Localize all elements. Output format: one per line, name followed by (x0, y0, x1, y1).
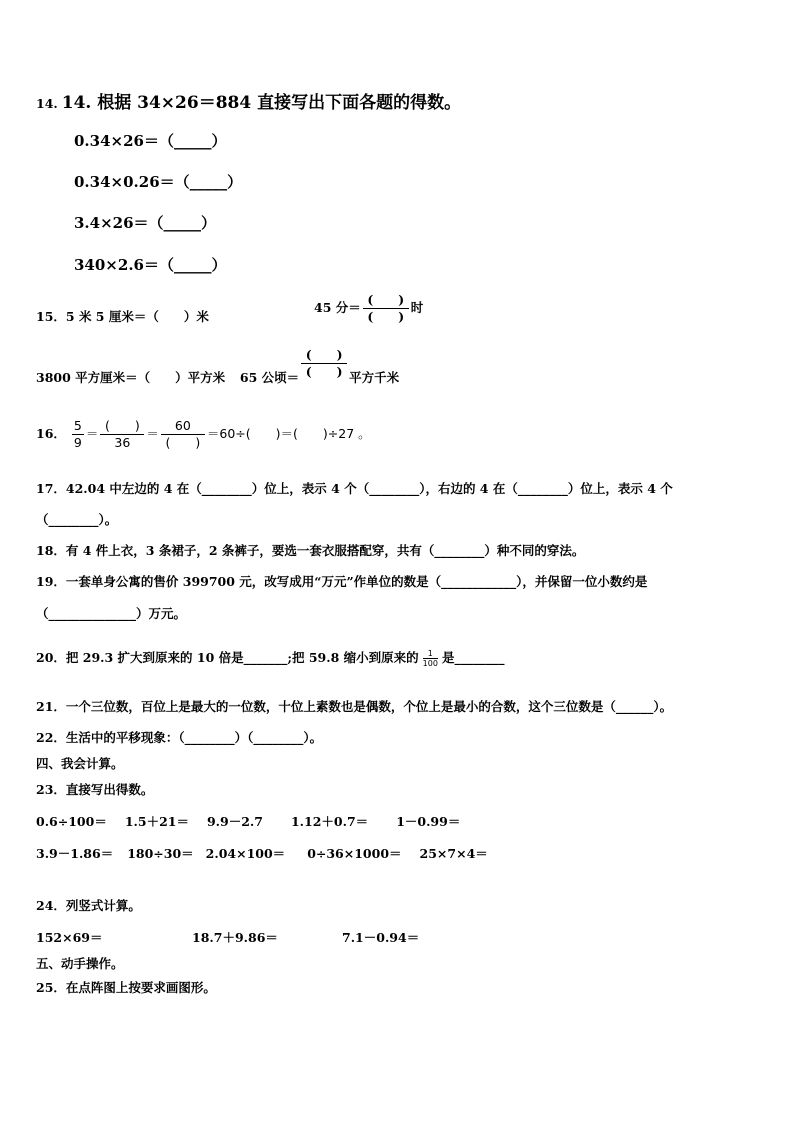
q23-title: 23．直接写出得数。 (36, 782, 154, 797)
q16 (36, 418, 371, 451)
q15-b-num: ( ) (363, 292, 409, 309)
q16-fraction-3 (161, 418, 205, 451)
q15-d-post: 平方千米 (349, 370, 400, 385)
q22: 22．生活中的平移现象：（________）（________）。 (36, 730, 323, 745)
q20-post: 是________ (441, 650, 505, 665)
q17-line-2: （________）。 (36, 512, 118, 527)
q19-line-1: 19．一套单身公寓的售价 399700 元，改写成用“万元”作单位的数是（____________），并保留一位小数约是 (36, 574, 648, 589)
q14-item-2: 0.34×0.26＝（_____） (74, 173, 243, 191)
q16-f3-den: ( ) (165, 435, 201, 450)
q15-b (314, 292, 423, 325)
q23-r1-item-3: 9.9－2.7 (206, 814, 263, 829)
q16-eq-2: ＝ (146, 426, 159, 441)
q16-label: 16． (36, 426, 66, 441)
q14-item-4: 340×2.6＝（_____） (74, 256, 227, 274)
q25: 25．在点阵图上按要求画图形。 (36, 980, 216, 995)
q14-item-1: 0.34×26＝（_____） (74, 132, 227, 150)
q19-line-2: （______________）万元。 (36, 606, 187, 621)
q16-tail: ＝60÷( )＝( )÷27 。 (206, 426, 371, 441)
q23-row-2 (36, 844, 488, 862)
q15-d-pre: 65 公顷＝ (239, 370, 300, 385)
q20-f-den: 100 (422, 659, 438, 668)
q15-b-fraction (363, 292, 409, 325)
q23-r2-item-1: 3.9－1.86＝ (36, 846, 114, 861)
q15-d-num: ( ) (301, 347, 347, 364)
q16-eq-1: ＝ (85, 426, 99, 441)
q14-title: 14. 14. 根据 34×26＝884 直接写出下面各题的得数。 (36, 93, 462, 113)
q24-title: 24．列竖式计算。 (36, 898, 141, 913)
q23-r2-item-5: 25×7×4＝ (419, 846, 488, 861)
section-4-heading: 四、我会计算。 (36, 756, 124, 771)
q15-c: 3800 平方厘米＝（ ）平方米 (36, 370, 226, 385)
q17-line-1: 17．42.04 中左边的 4 在（________）位上，表示 4 个（________），右边的 4 在（________）位上，表示 4 个 (36, 481, 673, 496)
q20-fraction (423, 649, 438, 668)
q23-r1-item-4: 1.12＋0.7＝ (290, 814, 369, 829)
q14-title-text: 14. 根据 34×26＝884 直接写出下面各题的得数。 (61, 93, 462, 113)
q24-item-3: 7.1－0.94＝ (342, 930, 420, 945)
q23-r1-item-5: 1－0.99＝ (396, 814, 461, 829)
q23-r2-item-2: 180÷30＝ (127, 846, 194, 861)
q18: 18．有 4 件上衣，3 条裙子，2 条裤子，要选一套衣服搭配穿，共有（________）种不同的穿法。 (36, 543, 585, 558)
q20-pre: 20．把 29.3 扩大到原来的 10 倍是_______;把 59.8 缩小到原来的 (36, 650, 419, 665)
q15-d-fraction (301, 347, 347, 380)
q16-fraction-1 (72, 418, 84, 451)
q15-a: 15．5 米 5 厘米＝（ ）米 (36, 309, 209, 324)
q16-f1-num: 5 (73, 418, 82, 433)
q24-item-2: 18.7＋9.86＝ (192, 930, 278, 945)
q16-f2-num: ( ) (100, 418, 144, 435)
q24-item-1: 152×69＝ (36, 930, 103, 945)
q16-f3-num: 60 (161, 418, 205, 435)
q21: 21．一个三位数，百位上是最大的一位数，十位上素数也是偶数，个位上是最小的合数，这个三位数是（______）。 (36, 699, 673, 714)
q14-item-3: 3.4×26＝（_____） (74, 214, 217, 232)
q16-f2-den: 36 (114, 435, 131, 450)
q23-r2-item-4: 0÷36×1000＝ (307, 846, 402, 861)
q23-r1-item-2: 1.5＋21＝ (124, 814, 189, 829)
q23-r1-item-1: 0.6÷100＝ (36, 814, 107, 829)
q15-d-den: ( ) (305, 364, 343, 379)
q15-b-den: ( ) (367, 309, 405, 324)
q15-b-pre: 45 分＝ (314, 300, 361, 315)
q20 (36, 648, 504, 668)
q15-row2 (36, 347, 400, 386)
section-5-heading: 五、动手操作。 (36, 956, 124, 971)
q23-r2-item-3: 2.04×100＝ (205, 846, 286, 861)
q20-f-num: 1 (423, 649, 438, 659)
q16-f1-den: 9 (73, 435, 82, 450)
q15-b-post: 时 (410, 300, 424, 315)
q23-row-1 (36, 812, 460, 830)
q16-fraction-2 (100, 418, 144, 451)
